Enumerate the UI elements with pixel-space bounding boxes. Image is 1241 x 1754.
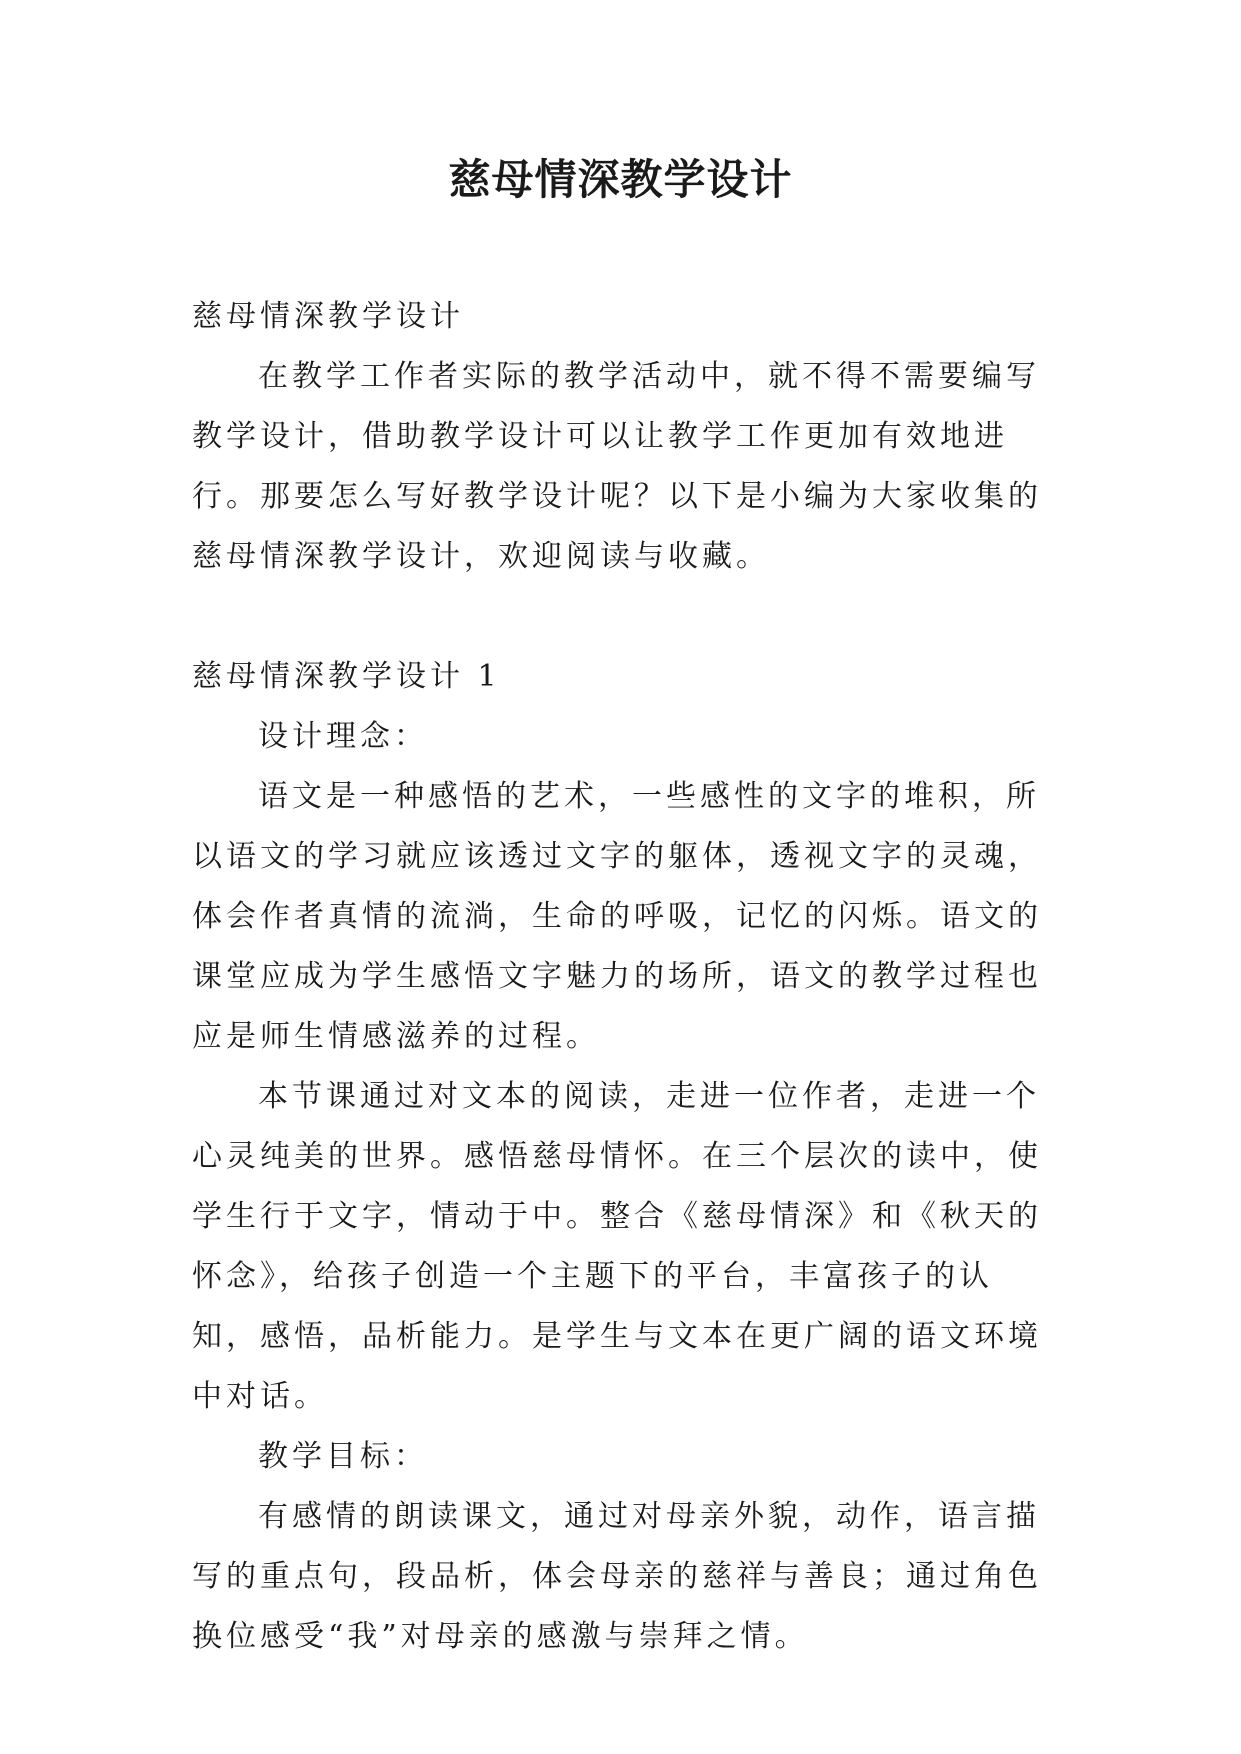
intro-heading: 慈母情深教学设计 [192,299,464,334]
document-title: 慈母情深教学设计 [448,155,793,204]
teaching-goal-paragraph-1: 有感情的朗读课文，通过对母亲外貌，动作，语言描写的重点句，段品析，体会母亲的慈祥与善良；通过角色换位感受“我”对母亲的感激与崇拜之情。 [192,1499,1042,1654]
design-concept-paragraph-1: 语文是一种感悟的艺术，一些感性的文字的堆积，所以语文的学习就应该透过文字的躯体，透视文字的灵魂，体会作者真情的流淌，生命的呼吸，记忆的闪烁。语文的课堂应成为学生感悟文字魅力的场所，语文的教学过程也应是师生情感滋养的过程。 [192,779,1042,1054]
document-body [192,287,1058,1667]
design-concept-label: 设计理念： [258,719,428,754]
section-spacer [192,587,1058,647]
intro-paragraph: 在教学工作者实际的教学活动中，就不得不需要编写教学设计，借助教学设计可以让教学工作更加有效地进行。那要怎么写好教学设计呢？以下是小编为大家收集的慈母情深教学设计，欢迎阅读与收藏。 [192,359,1042,574]
section-1-heading: 慈母情深教学设计 1 [192,659,501,694]
teaching-goal-label: 教学目标： [258,1439,428,1474]
design-concept-paragraph-2: 本节课通过对文本的阅读，走进一位作者，走进一个心灵纯美的世界。感悟慈母情怀。在三个层次的读中，使学生行于文字，情动于中。整合《慈母情深》和《秋天的怀念》，给孩子创造一个主题下的平台，丰富孩子的认知，感悟，品析能力。是学生与文本在更广阔的语文环境中对话。 [192,1079,1042,1414]
